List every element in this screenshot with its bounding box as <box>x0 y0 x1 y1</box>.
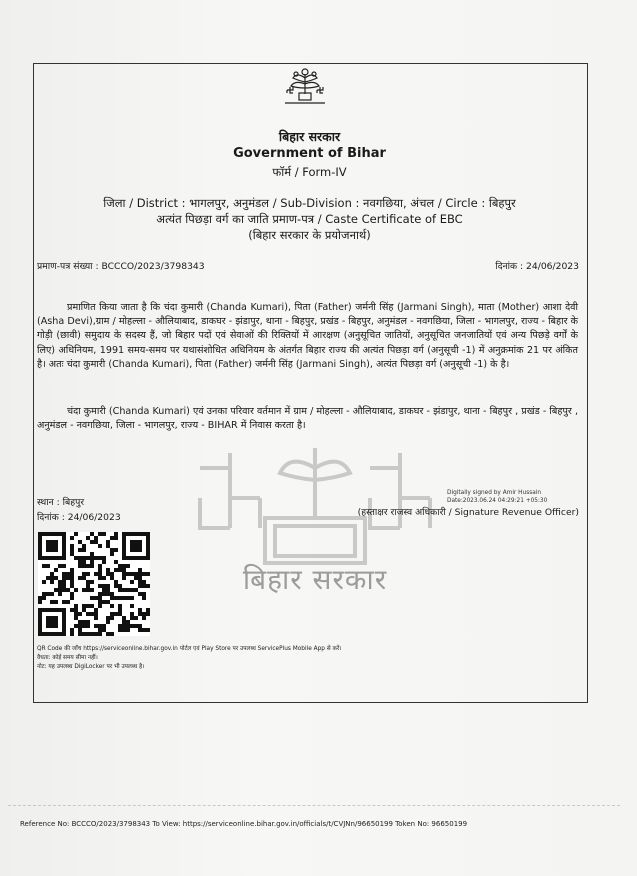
district-line: जिला / District : भागलपुर, अनुमंडल / Sub-Division : नवगछिया, अंचल / Circle : बिहपुर <box>103 196 516 210</box>
govt-title-hindi: बिहार सरकार <box>278 129 341 144</box>
bihar-emblem-icon <box>283 66 327 108</box>
issue-date: दिनांक : 24/06/2023 <box>495 261 579 272</box>
certificate-number: प्रमाण-पत्र संख्या : BCCCO/2023/3798343 <box>37 261 205 272</box>
form-number: फॉर्म / Form-IV <box>272 165 347 179</box>
signing-place: स्थान : बिहपुर <box>37 497 85 508</box>
certificate-purpose: (बिहार सरकार के प्रयोजनार्थ) <box>248 228 371 242</box>
officer-signature-label: (हस्ताक्षर राजस्व अधिकारी / Signature Revenue Officer) <box>357 507 579 518</box>
digital-signature-block <box>447 489 547 505</box>
qr-code <box>38 532 150 636</box>
certificate-body-paragraph-1: प्रमाणित किया जाता है कि चंदा कुमारी (Chanda Kumari), पिता (Father) जर्मनी सिंह (Jarmani Singh), माता (Mother) आशा देवी (Asha Devi),ग्राम / मोहल्ला - औलियाबाद, डाकघर - झंडापुर, थाना - बिहपुर, प्रखंड - बिहपुर, अनुमंडल - नवगछिया, जिला - भागलपुर, राज्य - बिहार के गोड़ी (छावी) समुदाय के सदस्य हैं, जो बिहार पदों एवं सेवाओं की रिक्तियों में आरक्षण (अनुसूचित जातियों, अनुसूचित जनजातियों एवं अन्य पिछड़े वर्गों के लिए) अधिनियम, 1991 समय-समय पर यथासंशोधित अधिनियम के अंतर्गत बिहार राज्य की अत्यंत पिछड़ा वर्ग (अनुसूची -1) में अनुक्रमांक 21 पर अंकित है। अतः चंदा कुमारी (Chanda Kumari), पिता (Father) जर्मनी सिंह (Jarmani Singh), अत्यंत पिछड़ा वर्ग (अनुसूची -1) के है। <box>37 302 578 370</box>
signing-date: दिनांक : 24/06/2023 <box>37 512 121 523</box>
govt-title-english: Government of Bihar <box>233 146 386 161</box>
watermark-text: बिहार सरकार <box>242 563 388 596</box>
qr-verification-note: QR Code की जाँच https://serviceonline.bihar.gov.in पोर्टल एवं Play Store पर उपलब्ध ServicePlus Mobile App से करें। <box>37 646 342 652</box>
digital-signature-date: Date:2023.06.24 04:29:21 +05:30 <box>447 498 548 504</box>
digilocker-note: नोट: यह उपलब्ध DigiLocker पर भी उपलब्ध है। <box>37 664 145 670</box>
certificate-body-paragraph-2: चंदा कुमारी (Chanda Kumari) एवं उनका परिवार वर्तमान में ग्राम / मोहल्ला - औलियाबाद, डाकघर - झंडापुर, थाना - बिहपुर , प्रखंड - बिहपुर , अनुमंडल - नवगछिया, जिला - भागलपुर, राज्य - BIHAR में निवास करता है। <box>37 406 578 432</box>
reference-line: Reference No: BCCCO/2023/3798343 To View: https://serviceonline.bihar.gov.in/officials/t/CVJNn/96650199 Token No: 96650199 <box>20 820 468 828</box>
digital-signature-signer: Digitally signed by Amir Hussain <box>447 490 542 496</box>
bottom-divider <box>8 805 620 806</box>
validity-note: वैधता: कोई समय सीमा नहीं। <box>37 655 98 661</box>
certificate-title: अत्यंत पिछड़ा वर्ग का जाति प्रमाण-पत्र / Caste Certificate of EBC <box>156 212 463 226</box>
